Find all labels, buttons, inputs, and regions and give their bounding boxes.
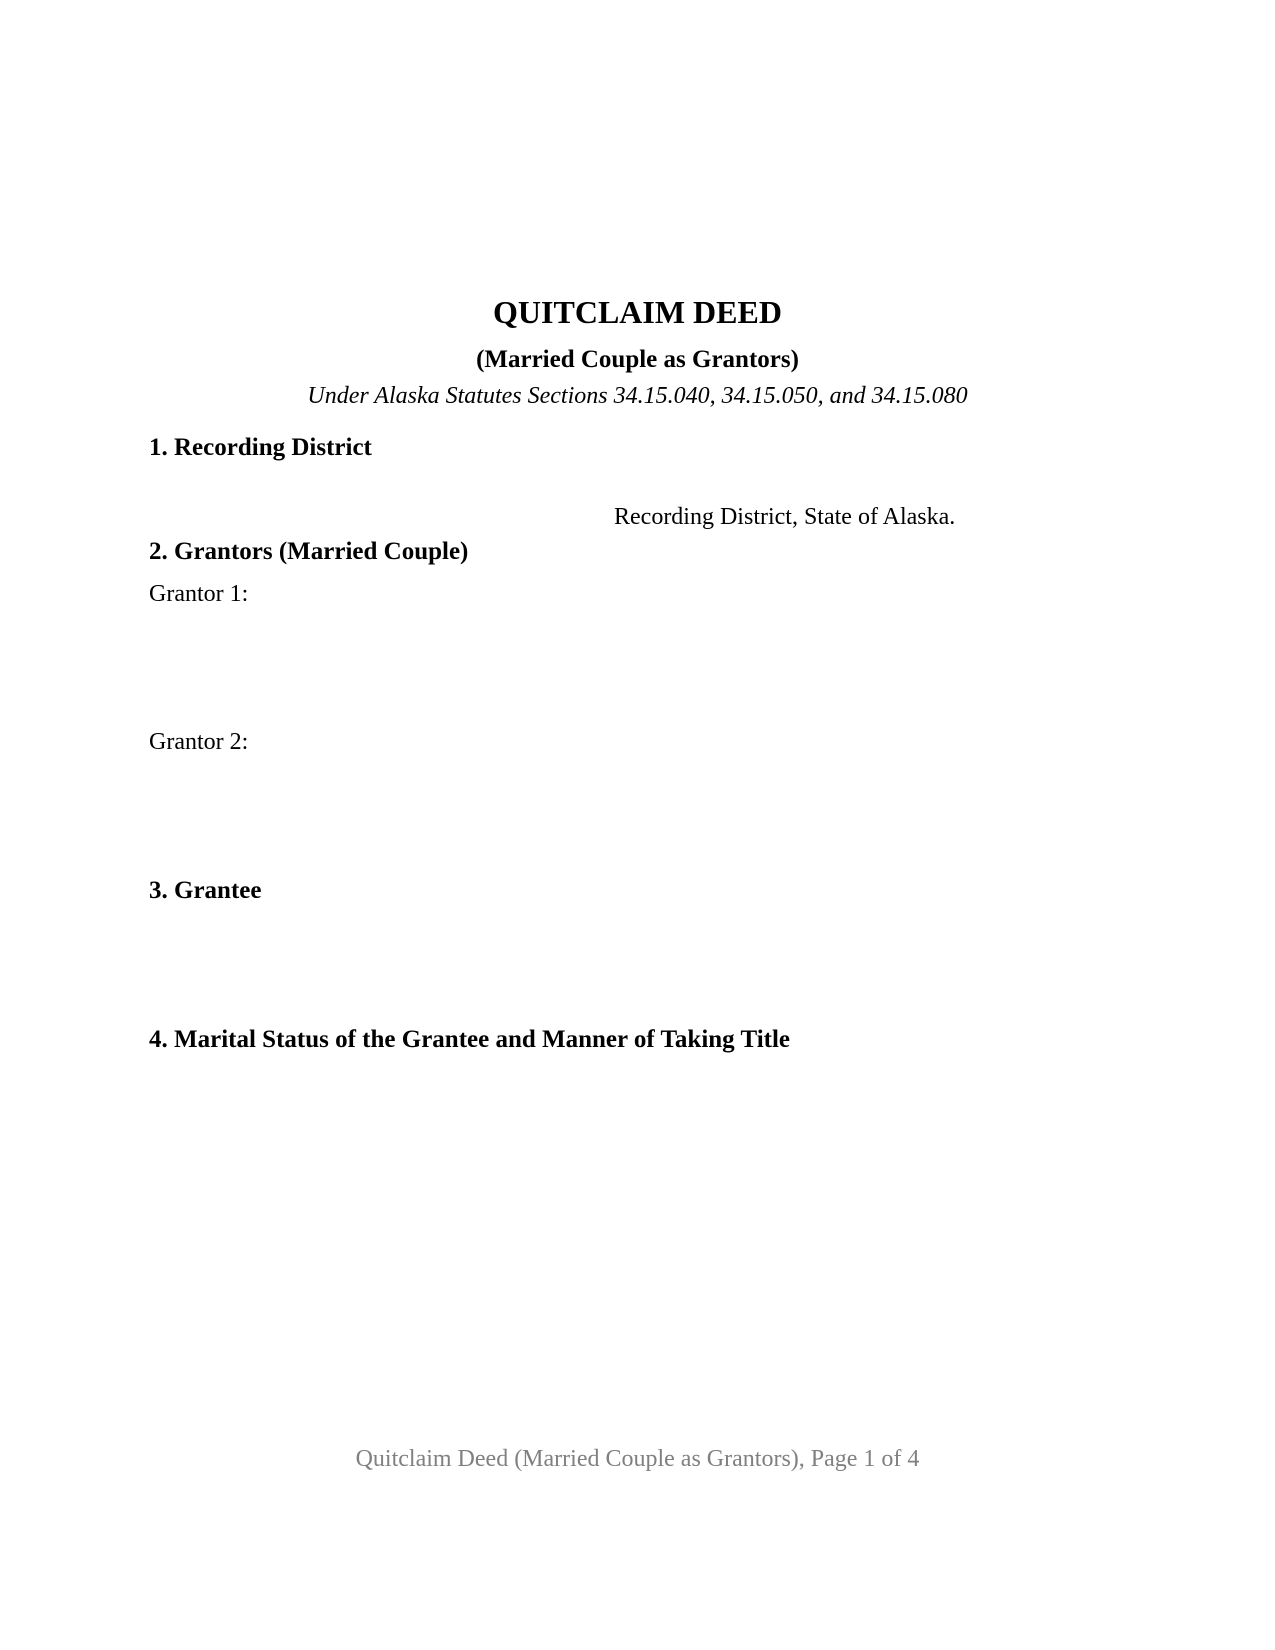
document-subtitle: (Married Couple as Grantors)	[476, 346, 799, 373]
section-heading-marital-status: 4. Marital Status of the Grantee and Manner of Taking Title	[149, 1026, 791, 1053]
section-heading-recording-district: 1. Recording District	[149, 434, 372, 461]
recording-district-text: Recording District, State of Alaska.	[614, 504, 956, 530]
document-title: QUITCLAIM DEED	[493, 294, 782, 330]
section-heading-grantee: 3. Grantee	[149, 877, 262, 904]
page-footer: Quitclaim Deed (Married Couple as Grantors), Page 1 of 4	[355, 1446, 920, 1472]
statute-reference: Under Alaska Statutes Sections 34.15.040, 34.15.050, and 34.15.080	[307, 383, 968, 409]
grantor2-label: Grantor 2:	[149, 729, 249, 755]
section-heading-grantors: 2. Grantors (Married Couple)	[149, 538, 469, 565]
grantor1-label: Grantor 1:	[149, 581, 249, 607]
